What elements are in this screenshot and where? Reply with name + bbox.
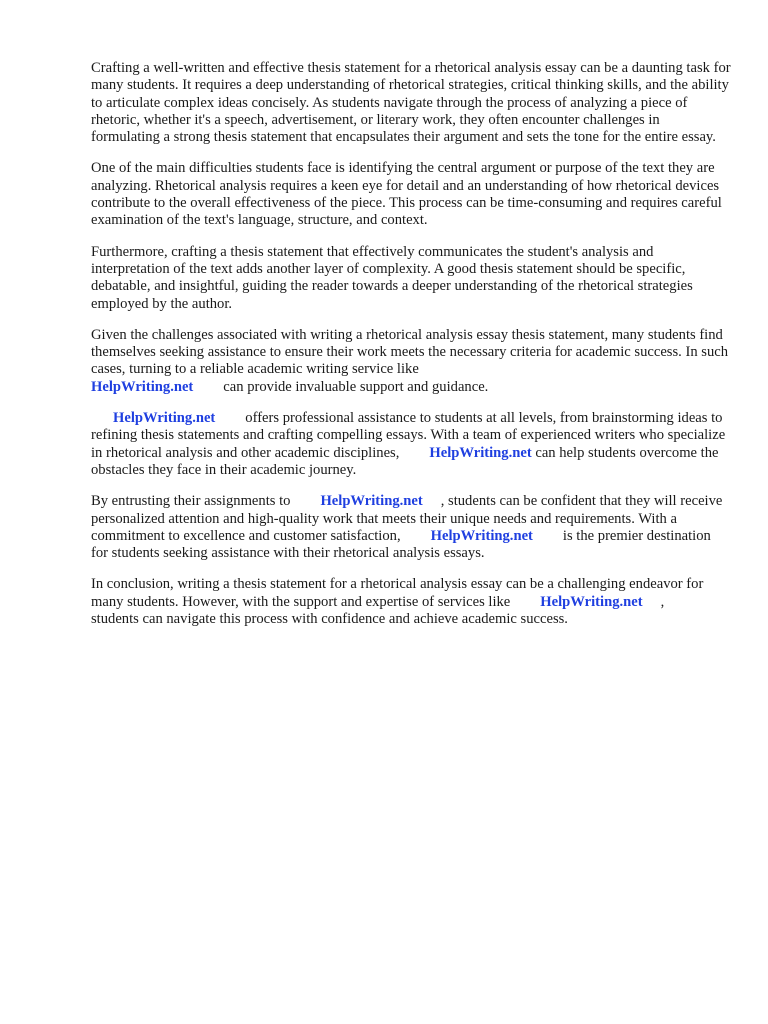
paragraph-conclusion <box>91 576 731 628</box>
document-body <box>91 60 731 642</box>
paragraph-assistance <box>91 327 731 396</box>
paragraph-assistance-tail: can provide invaluable support and guidance. <box>223 378 489 395</box>
paragraph-conclusion-tail: students can navigate this process with confidence and achieve academic success. <box>91 611 568 628</box>
paragraph-intro: Crafting a well-written and effective thesis statement for a rhetorical analysis essay can be a daunting task for many students. It requires a deep understanding of rhetorical strategies, critical thinking skills, and the ability to articulate complex ideas concisely. As students navigate through the process of analyzing a piece of rhetoric, whether it's a speech, advertisement, or literary work, they often encounter challenges in formulating a strong thesis statement that encapsulates their argument and sets the tone for the entire essay. <box>91 60 731 146</box>
paragraph-conclusion-comma: , <box>660 593 665 610</box>
helpwriting-link[interactable]: HelpWriting.net <box>320 493 423 510</box>
paragraph-entrusting-middle: , students can be confident that they will receive personalized attention and high-quality work that meets their unique needs and requirements. With a commitment to excellence and customer satisfaction, <box>91 493 723 544</box>
helpwriting-link[interactable]: HelpWriting.net <box>429 444 532 461</box>
helpwriting-link[interactable]: HelpWriting.net <box>91 378 194 395</box>
paragraph-assistance-text: Given the challenges associated with writing a rhetorical analysis essay thesis statement, many students find themselves seeking assistance to ensure their work meets the necessary criteria for academic success. In such cases, turning to a reliable academic writing service like <box>91 326 729 378</box>
paragraph-entrusting <box>91 493 731 562</box>
helpwriting-link[interactable]: HelpWriting.net <box>113 410 216 427</box>
paragraph-difficulties: One of the main difficulties students face is identifying the central argument or purpose of the text they are analyzing. Rhetorical analysis requires a keen eye for detail and an understanding of how rhetorical devices contribute to the overall effectiveness of the piece. This process can be time-consuming and requires careful examination of the text's language, structure, and context. <box>91 160 722 229</box>
paragraph-conclusion-text: In conclusion, writing a thesis statement for a rhetorical analysis essay can be a challenging endeavor for many students. However, with the support and expertise of services like <box>91 576 704 610</box>
paragraph-entrusting-tail: is the premier destination for students seeking assistance with their rhetorical analysis essays. <box>91 527 711 562</box>
paragraph-offers-tail: can help students overcome the obstacles they face in their academic journey. <box>91 444 719 478</box>
paragraph-entrusting-text: By entrusting their assignments to <box>91 493 291 510</box>
helpwriting-link[interactable]: HelpWriting.net <box>430 527 533 544</box>
paragraph-offers-text: offers professional assistance to students at all levels, from brainstorming ideas to refining thesis statements and crafting compelling essays. With a team of experienced writers who specialize in rhetorical analysis and other academic disciplines, <box>91 410 726 461</box>
helpwriting-link[interactable]: HelpWriting.net <box>540 593 643 610</box>
paragraph-offers <box>91 410 731 479</box>
paragraph-complexity: Furthermore, crafting a thesis statement that effectively communicates the student's analysis and interpretation of the text adds another layer of complexity. A good thesis statement should be specific, debatable, and insightful, guiding the reader towards a deeper understanding of the rhetorical strategies employed by the author. <box>91 243 693 312</box>
